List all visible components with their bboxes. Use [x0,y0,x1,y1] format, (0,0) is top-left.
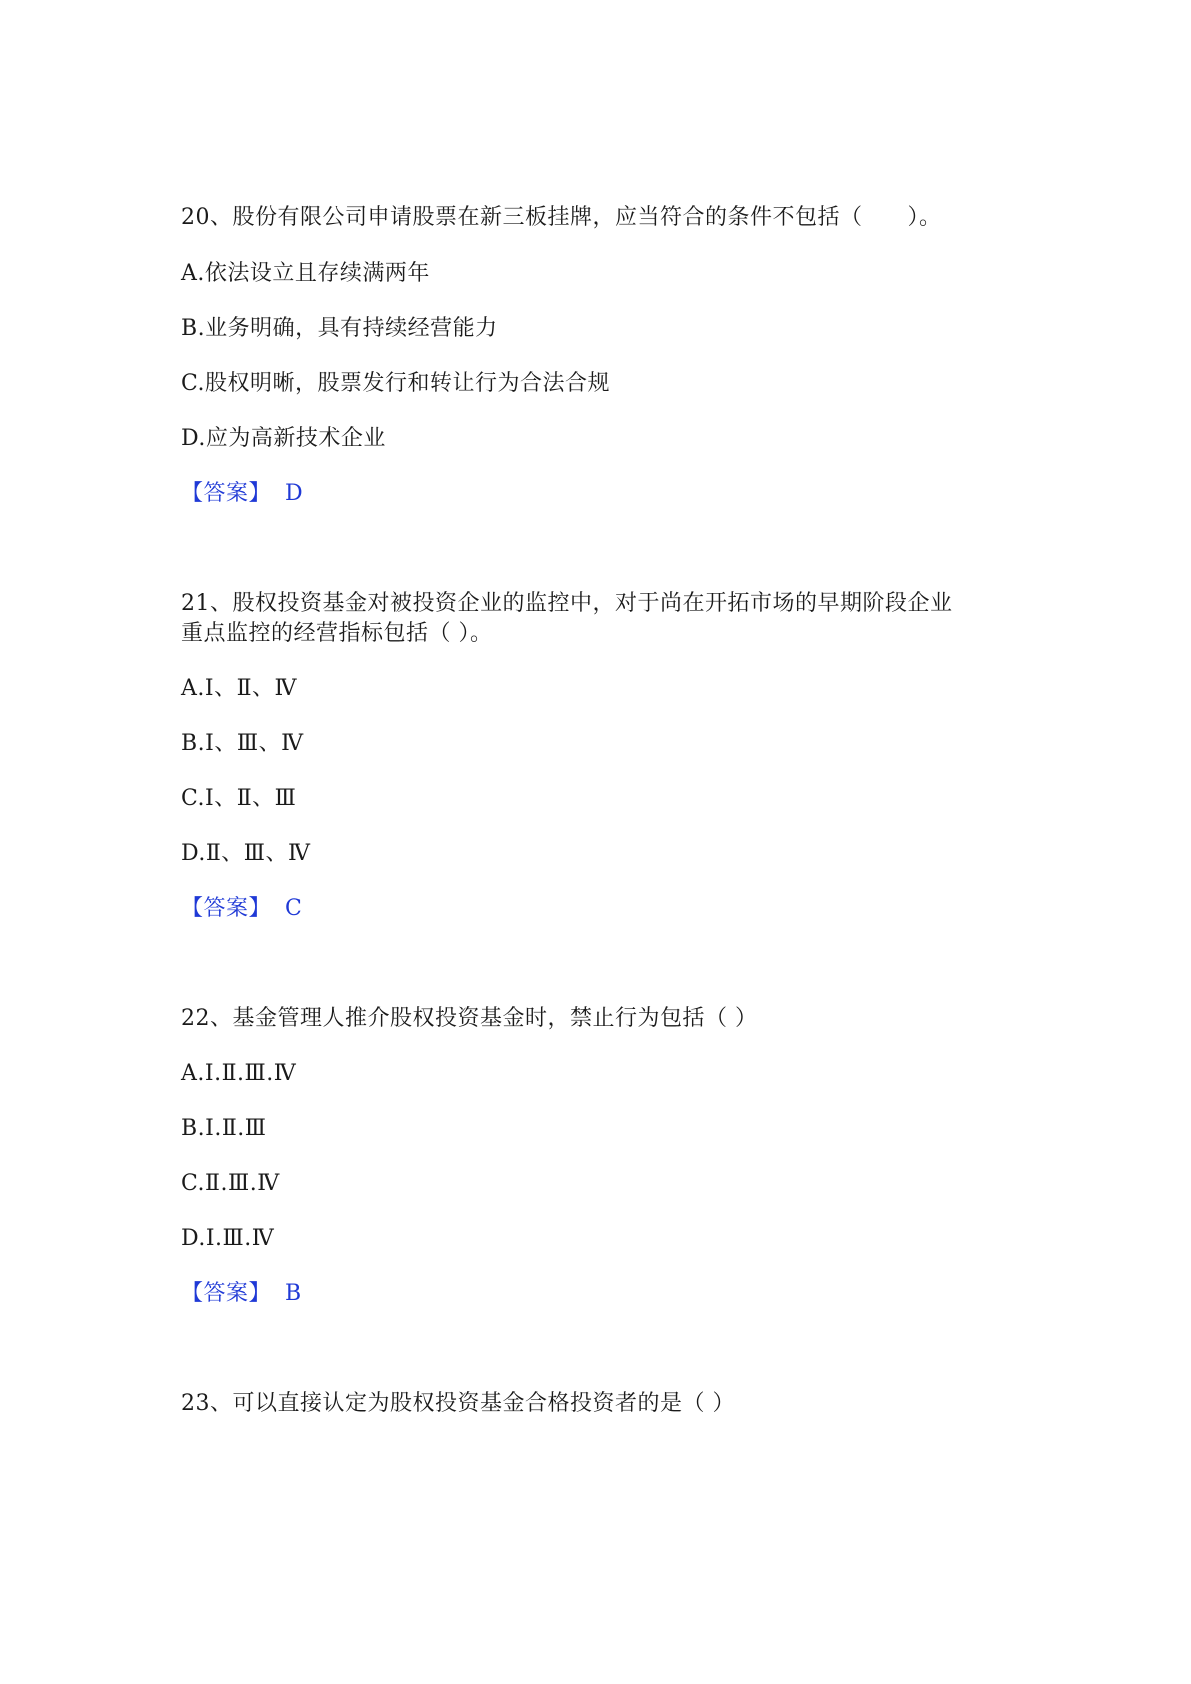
question-21-stem-line-2: 重点监控的经营指标包括（ ）。 [181,621,493,646]
answer-value: C [285,896,303,921]
answer-label: 【答案】 [181,896,272,921]
question-21-option-b: B.Ⅰ、Ⅲ、Ⅳ [181,731,304,756]
question-21-option-d: D.Ⅱ、Ⅲ、Ⅳ [181,841,311,866]
question-22-stem: 22、基金管理人推介股权投资基金时，禁止行为包括（ ） [181,1006,758,1031]
question-20-answer [181,478,303,510]
question-22-option-a: A.Ⅰ.Ⅱ.Ⅲ.Ⅳ [181,1061,297,1086]
question-23-stem: 23、可以直接认定为股权投资基金合格投资者的是（ ） [181,1391,735,1416]
question-22-option-d: D.Ⅰ.Ⅲ.Ⅳ [181,1226,275,1251]
question-20-option-a: A.依法设立且存续满两年 [181,261,430,286]
question-22-option-b: B.Ⅰ.Ⅱ.Ⅲ [181,1116,267,1141]
question-21-option-a: A.Ⅰ、Ⅱ、Ⅳ [181,676,298,701]
answer-value: D [285,481,304,506]
question-20-option-c: C.股权明晰，股票发行和转让行为合法合规 [181,371,611,396]
question-20-stem: 20、股份有限公司申请股票在新三板挂牌，应当符合的条件不包括（ ）。 [181,205,942,230]
question-21-option-c: C.Ⅰ、Ⅱ、Ⅲ [181,786,297,811]
question-20-option-b: B.业务明确，具有持续经营能力 [181,316,498,341]
answer-label: 【答案】 [181,1281,272,1306]
question-21-answer [181,893,302,925]
question-20-option-d: D.应为高新技术企业 [181,426,386,451]
question-22-option-c: C.Ⅱ.Ⅲ.Ⅳ [181,1171,280,1196]
answer-label: 【答案】 [181,481,272,506]
answer-value: B [285,1281,302,1306]
question-21-stem-line-1: 21、股权投资基金对被投资企业的监控中，对于尚在开拓市场的早期阶段企业 [181,591,953,616]
question-22-answer [181,1278,302,1310]
